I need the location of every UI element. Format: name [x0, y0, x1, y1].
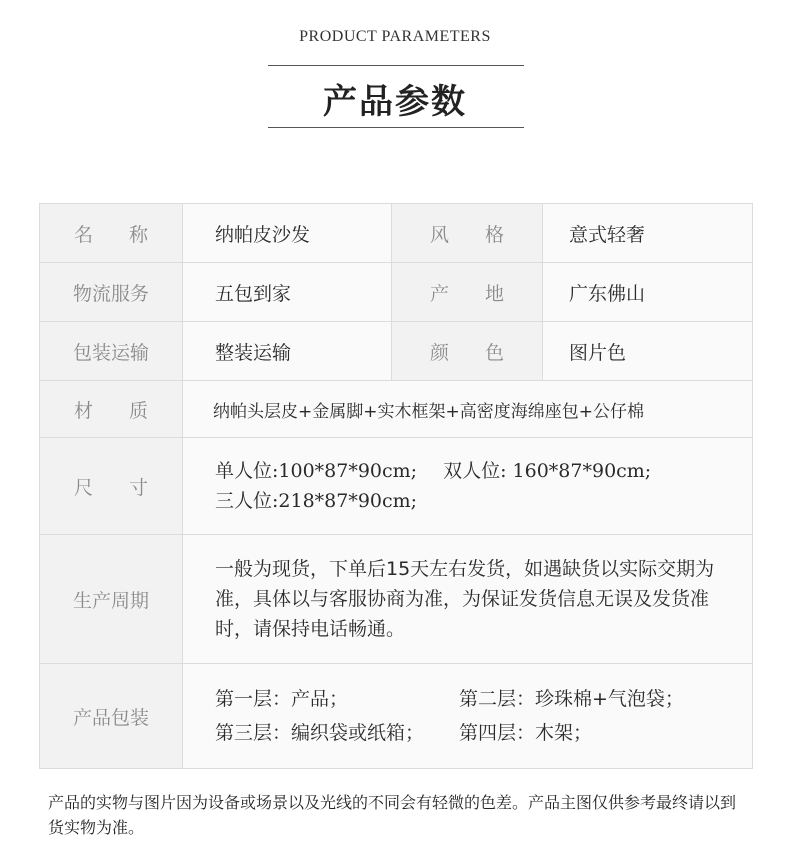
- name-label: 名称: [73, 223, 185, 246]
- title-divider-bottom: [268, 127, 524, 128]
- size-single: 单人位:100*87*90cm;: [215, 460, 418, 482]
- packaging-layer-2: 第二层：珍珠棉+气泡袋；: [459, 688, 684, 710]
- color-label: 颜色: [429, 341, 541, 364]
- production-value: 一般为现货，下单后15天左右发货，如遇缺货以实际交期为准，具体以与客服协商为准，为保证发货信息无误及发货准时，请保持电话畅通。: [215, 558, 715, 640]
- size-value-cell: [183, 438, 753, 535]
- packaging-layer-3: 第三层：编织袋或纸箱；: [215, 722, 425, 744]
- table-row: [40, 322, 753, 381]
- production-label: 生产周期: [40, 535, 183, 664]
- name-value: 纳帕皮沙发: [183, 204, 392, 263]
- table-row: [40, 664, 753, 769]
- size-label: 尺寸: [73, 476, 185, 499]
- packaging-layer-1: 第一层：产品；: [215, 688, 349, 710]
- production-value-cell: [183, 535, 753, 664]
- origin-value: 广东佛山: [543, 263, 753, 322]
- product-parameters-table: [39, 203, 753, 769]
- logistics-value: 五包到家: [183, 263, 392, 322]
- table-row: [40, 204, 753, 263]
- table-row: [40, 381, 753, 438]
- table-row: [40, 535, 753, 664]
- style-label: 风格: [429, 223, 541, 246]
- table-row: [40, 438, 753, 535]
- size-double: 双人位: 160*87*90cm;: [443, 460, 652, 482]
- table-row: [40, 263, 753, 322]
- section-title-zh: 产品参数: [323, 82, 467, 122]
- material-label: 材质: [73, 399, 185, 422]
- material-label-cell: [40, 381, 183, 438]
- shipping-label: 包装运输: [40, 322, 183, 381]
- color-label-cell: [392, 322, 543, 381]
- color-disclaimer-note: 产品的实物与图片因为设备或场景以及光线的不同会有轻微的色差。产品主图仅供参考最终请以到货实物为准。: [48, 793, 737, 837]
- size-triple: 三人位:218*87*90cm;: [215, 490, 418, 512]
- size-label-cell: [40, 438, 183, 535]
- style-label-cell: [392, 204, 543, 263]
- title-divider-top: [268, 65, 524, 66]
- origin-label-cell: [392, 263, 543, 322]
- material-value: 纳帕头层皮+金属脚+实木框架+高密度海绵座包+公仔棉: [183, 381, 753, 438]
- origin-label: 产地: [429, 282, 541, 305]
- section-title-en: PRODUCT PARAMETERS: [299, 28, 491, 45]
- name-label-cell: [40, 204, 183, 263]
- packaging-value-cell: [183, 664, 753, 769]
- logistics-label: 物流服务: [40, 263, 183, 322]
- style-value: 意式轻奢: [543, 204, 753, 263]
- color-value: 图片色: [543, 322, 753, 381]
- packaging-layer-4: 第四层：木架；: [459, 722, 593, 744]
- shipping-value: 整装运输: [183, 322, 392, 381]
- packaging-label: 产品包装: [40, 664, 183, 769]
